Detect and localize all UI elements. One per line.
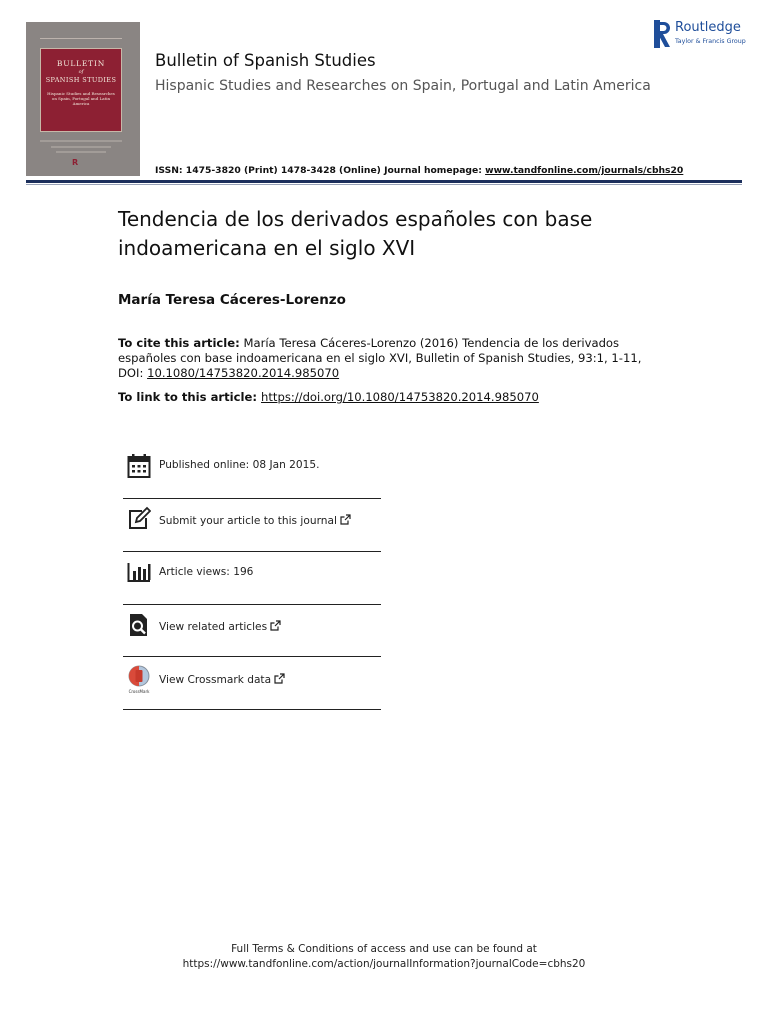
header-divider-thin	[26, 184, 742, 185]
article-views-row	[123, 559, 381, 585]
journal-cover-image	[26, 22, 140, 176]
cover-line-2: of	[78, 69, 84, 75]
article-title: Tendencia de los derivados españoles con base indoamericana en el siglo XVI	[118, 207, 593, 260]
divider	[123, 604, 381, 605]
external-link-icon	[270, 620, 281, 631]
article-doi-link[interactable]: https://doi.org/10.1080/14753820.2014.985070	[261, 390, 539, 404]
citation-block	[118, 336, 658, 381]
issn-text: ISSN: 1475-3820 (Print) 1478-3428 (Online) Journal homepage:	[155, 165, 486, 176]
cover-rule	[40, 38, 122, 39]
issn-line	[155, 165, 683, 176]
crossmark-icon-label: CrossMark	[128, 689, 150, 694]
search-document-icon	[127, 612, 151, 638]
article-link-label: To link to this article:	[118, 390, 262, 404]
calendar-icon	[127, 453, 151, 479]
crossmark-row[interactable]	[123, 665, 381, 695]
publisher-logo[interactable]	[654, 20, 754, 50]
terms-line: Full Terms & Conditions of access and use can be found at	[231, 943, 537, 955]
external-link-icon	[340, 514, 351, 525]
cover-rule	[56, 151, 106, 153]
terms-url[interactable]: https://www.tandfonline.com/action/journalInformation?journalCode=cbhs20	[182, 958, 586, 970]
publisher-subtitle: Taylor & Francis Group	[675, 38, 746, 45]
divider	[123, 656, 381, 657]
routledge-logo-icon	[654, 20, 671, 48]
related-articles-row[interactable]	[123, 612, 381, 640]
cover-line-1: BULLETIN	[56, 59, 106, 68]
submit-article-link[interactable]	[159, 514, 351, 527]
citation-text: María Teresa Cáceres-Lorenzo (2016) Tendencia de los derivados españoles con base indoamericana en el siglo XVI, Bulletin of Spanish Studies, 93:1, 1-11, DOI:	[118, 336, 642, 380]
divider	[123, 498, 381, 499]
divider	[123, 709, 381, 710]
cover-publisher-logo: R	[72, 158, 79, 167]
cover-line-3: SPANISH STUDIES	[45, 76, 117, 84]
journal-homepage-link[interactable]: www.tandfonline.com/journals/cbhs20	[485, 165, 684, 176]
crossmark-label: View Crossmark data	[159, 674, 272, 686]
terms-footer	[0, 942, 768, 972]
publisher-name: Routledge	[675, 20, 741, 35]
cover-rule	[51, 146, 111, 148]
published-online-row	[123, 453, 381, 479]
external-link-icon	[274, 673, 285, 684]
article-author: María Teresa Cáceres-Lorenzo	[118, 292, 346, 308]
journal-subtitle: Hispanic Studies and Researches on Spain, Portugal and Latin America	[155, 78, 651, 94]
article-views-text: Article views: 196	[159, 566, 254, 578]
cover-title-band	[40, 48, 122, 132]
related-articles-link[interactable]	[159, 620, 281, 633]
article-link-block	[118, 390, 539, 405]
crossmark-link[interactable]	[159, 673, 285, 686]
submit-article-label: Submit your article to this journal	[159, 515, 337, 527]
divider	[123, 551, 381, 552]
published-online-text: Published online: 08 Jan 2015.	[159, 459, 320, 471]
related-articles-label: View related articles	[159, 621, 268, 633]
header-divider	[26, 180, 742, 183]
crossmark-icon	[127, 665, 151, 695]
cover-line-4: Hispanic Studies and Researches on Spain, Portugal and Latin America	[47, 91, 115, 106]
submit-article-row[interactable]	[123, 506, 381, 534]
journal-title[interactable]: Bulletin of Spanish Studies	[155, 51, 376, 70]
bar-chart-icon	[127, 559, 151, 585]
edit-pencil-icon	[127, 506, 151, 532]
citation-label: To cite this article:	[118, 336, 240, 350]
cover-rule	[40, 140, 122, 142]
citation-doi-link[interactable]: 10.1080/14753820.2014.985070	[147, 366, 340, 380]
